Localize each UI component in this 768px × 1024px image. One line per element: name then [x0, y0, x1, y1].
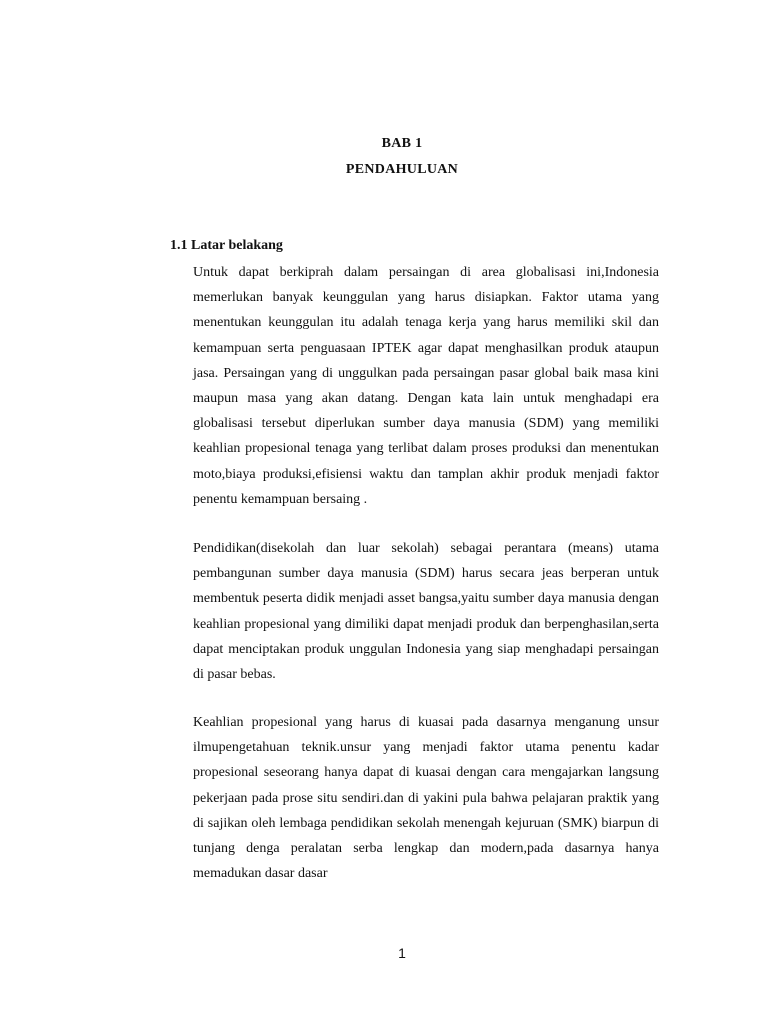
chapter-label: BAB 1 — [381, 136, 423, 151]
paragraph-1: Untuk dapat berkiprah dalam persaingan di area globalisasi ini,Indonesia memerlukan banyak keunggulan yang harus disiapkan. Faktor utama yang menentukan keunggulan itu adalah tenaga kerja yang harus memiliki skil dan kemampuan serta penguasaan IPTEK agar dapat menghasilkan produk ataupun jasa. Persaingan yang di unggulkan pada persaingan pasar global baik masa kini maupun masa yang akan datang. Dengan kata lain untuk menghadapi era globalisasi tersebut diperlukan sumber daya manusia (SDM) yang memiliki keahlian propesional tenaga yang terlibat dalam proses produksi dan menentukan moto,biaya produksi,efisiensi waktu dan tamplan akhir produk menjadi faktor penentu kemampuan bersaing . — [193, 265, 659, 507]
paragraph-2: Pendidikan(disekolah dan luar sekolah) sebagai perantara (means) utama pembangunan sumber daya manusia (SDM) harus secara jeas berperan untuk membentuk peserta didik menjadi asset bangsa,yaitu sumber daya manusia dengan keahlian propesional yang dimiliki dapat menjadi produk dan berpenghasilan,serta dapat menciptakan produk unggulan Indonesia yang siap menghadapi persaingan di pasar bebas. — [193, 541, 659, 683]
chapter-title: PENDAHULUAN — [345, 162, 459, 177]
paragraph-3: Keahlian propesional yang harus di kuasai pada dasarnya menganung unsur ilmupengetahuan teknik.unsur yang menjadi faktor utama penentu kadar propesional seseorang hanya dapat di kuasai dengan cara mengajarkan langsung pekerjaan pada prose situ sendiri.dan di yakini pula bahwa pelajaran praktik yang di sajikan oleh lembaga pendidikan sekolah menengah kejuruan (SMK) biarpun di tunjang denga peralatan serba lengkap dan modern,pada dasarnya hanya memadukan dasar dasar — [193, 715, 659, 882]
page-number: 1 — [398, 945, 406, 961]
section-heading: 1.1 Latar belakang — [170, 238, 283, 253]
